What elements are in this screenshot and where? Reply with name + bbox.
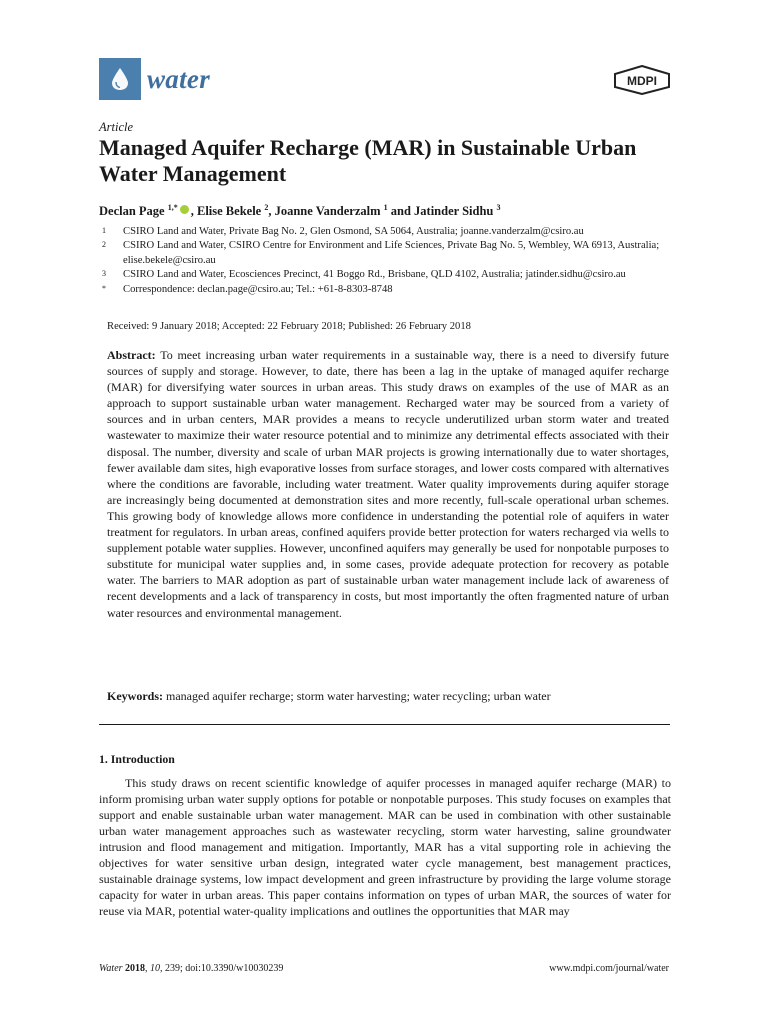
- section-divider: [99, 724, 670, 725]
- author-name: Declan Page: [99, 204, 168, 219]
- publisher-name: MDPI: [627, 74, 657, 88]
- section-heading: 1. Introduction: [99, 752, 175, 766]
- affiliation-number: 2: [102, 240, 106, 250]
- footer-volume: 10: [150, 963, 161, 974]
- affiliation-number: *: [102, 283, 106, 293]
- abstract-label: Abstract:: [107, 348, 156, 362]
- article-type: Article: [99, 120, 134, 134]
- footer-year: 2018: [125, 963, 146, 974]
- author-name: Jatinder Sidhu: [414, 204, 497, 219]
- journal-logo[interactable]: [99, 58, 210, 100]
- footer-journal: Water: [99, 963, 123, 974]
- affiliation-text: CSIRO Land and Water, CSIRO Centre for Environment and Life Sciences, Private Bag No. 5, Wembley, WA 6913, Australia; elise.bekele@csiro.au: [123, 240, 660, 266]
- affiliation-text: CSIRO Land and Water, Private Bag No. 2, Glen Osmond, SA 5064, Australia; joanne.vanderzalm@csiro.au: [123, 226, 584, 237]
- orcid-icon[interactable]: [180, 205, 189, 214]
- mdpi-logo-icon: [612, 65, 672, 95]
- affiliations: [99, 225, 671, 297]
- affiliation-item: [99, 283, 671, 297]
- author-name: Joanne Vanderzalm: [274, 204, 384, 219]
- affiliation-number: 3: [102, 269, 106, 279]
- author-affiliation-mark: 1: [383, 203, 388, 212]
- footer-doi: , 239; doi:10.3390/w10030239: [160, 963, 284, 974]
- abstract: [107, 347, 669, 621]
- affiliation-text: Correspondence: declan.page@csiro.au; Tel.: +61-8-8303-8748: [123, 283, 393, 295]
- citation-footer: Water 2018, 10, 239; doi:10.3390/w10030239: [99, 963, 284, 974]
- water-drop-icon: [99, 58, 141, 100]
- body-paragraph: This study draws on recent scientific knowledge of aquifer processes in managed aquifer recharge (MAR) to inform promising urban water supply options for potable or nonpotable purposes. This study focuses on examples that support and enable sustainable urban water management. MAR can be used in combination with other sustainable urban water management approaches such as wastewater recycling, storm water harvesting, saline groundwater intrusion and flood management and mitigation. Importantly, MAR has a vital supporting role in achieving the objectives for water sensitive urban design, integrated water cycle management, best management practices, sustainable drainage systems, low impact development and green infrastructure by providing the large volume storage capacity for water in urban areas. This paper contains information on types of urban MAR, the sources of water for reuse via MAR, potential water-quality implications and outlines the opportunities that MAR may: [99, 776, 671, 918]
- keywords-label: Keywords:: [107, 689, 163, 703]
- author-name: Elise Bekele: [196, 204, 265, 219]
- publication-dates: Received: 9 January 2018; Accepted: 22 February 2018; Published: 26 February 2018: [107, 321, 471, 332]
- affiliation-item: [99, 225, 671, 239]
- affiliation-number: 1: [102, 226, 106, 235]
- article-title: Managed Aquifer Recharge (MAR) in Sustainable Urban Water Management: [99, 135, 637, 186]
- author-list: Declan Page $^{1,*}$ , Elise Bekele $^2$, Joanne Vanderzalm $^1$ and Jatinder Sidhu $^3$: [99, 203, 501, 219]
- author-affiliation-mark: 1,*: [167, 203, 178, 212]
- affiliation-text: CSIRO Land and Water, Ecosciences Precinct, 41 Boggo Rd., Brisbane, QLD 4102, Australia; jatinder.sidhu@csiro.au: [123, 269, 626, 281]
- keywords: [107, 689, 669, 704]
- author-affiliation-mark: 2: [264, 203, 269, 212]
- keywords-text: managed aquifer recharge; storm water harvesting; water recycling; urban water: [166, 689, 551, 703]
- abstract-text: To meet increasing urban water requirements in a sustainable way, there is a need to diversify future sources of supply and storage. However, to date, there has been a lag in the uptake of managed aquifer recharge (MAR) for diversifying water sources in urban areas. This study draws on examples of the use of MAR as an approach to support sustainable urban water management. Recharged water may be sourced from a variety of sources and in urban centers, MAR provides a means to recycle underutilized urban storm water and treated wastewater to maximize their water resource potential and to minimize any detrimental effects associated with their disposal. The number, diversity and scale of urban MAR projects is growing internationally due to water shortages, fewer available dam sites, high evaporative losses from surface storages, and lower costs compared with alternatives where the conditions are favorable, including water treatment. Water quality improvements during aquifer storage are increasingly being documented at demonstration sites and more recently, full-scale operational urban schemes. This growing body of knowledge allows more confidence in understanding the potential role of aquifers in water treatment for regulators. In urban areas, confined aquifers provide better protection for waters recharged via wells to supplement potable water supplies. However, unconfined aquifers may generally be used for nonpotable purposes to substitute for municipal water supplies and, in some cases, provide adequate protection for recovery as potable water. The barriers to MAR adoption as part of sustainable urban water management include lack of awareness of recent developments and a lack of transparency in costs, but most importantly the often fragmented nature of urban water resources and environmental management.: [107, 348, 669, 620]
- affiliation-item: [99, 239, 671, 268]
- journal-name: water: [147, 63, 211, 94]
- publisher-logo[interactable]: [612, 65, 672, 99]
- journal-url[interactable]: www.mdpi.com/journal/water: [549, 963, 669, 974]
- author-affiliation-mark: 3: [496, 203, 501, 212]
- affiliation-item: [99, 268, 671, 282]
